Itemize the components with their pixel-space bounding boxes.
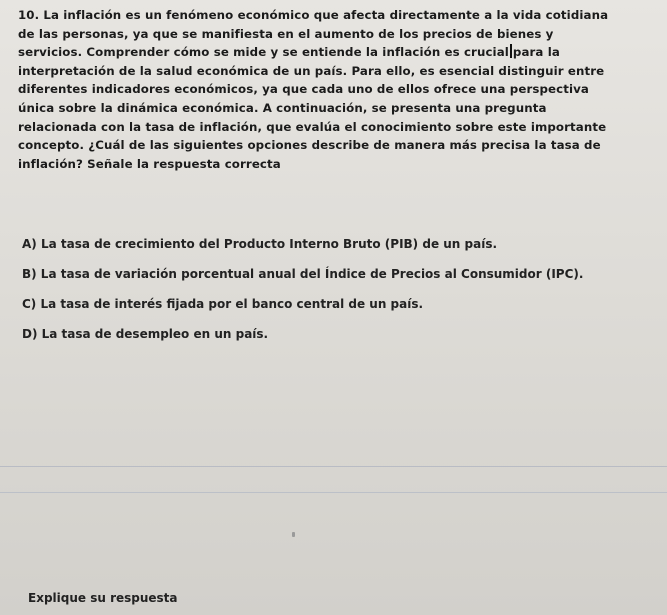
question-line: inflación? Señale la respuesta correcta [18,156,281,171]
pen-mark [292,532,295,537]
option-c[interactable]: C) La tasa de interés fijada por el banco central de un país. [22,297,424,311]
answer-rule [0,492,667,493]
question-line: única sobre la dinámica económica. A continuación, se presenta una pregunta [18,100,547,115]
question-line-segment: para la [512,45,560,60]
option-b[interactable]: B) La tasa de variación porcentual anual del Índice de Precios al Consumidor (IPC). [22,267,584,281]
question-line: 10. La inflación es un fenómeno económico que afecta directamente a la vida cotidiana [18,8,609,22]
question-line: concepto. ¿Cuál de las siguientes opciones describe de manera más precisa la tasa de [18,138,601,153]
text-cursor [510,44,512,58]
question-text [18,6,658,173]
answer-rule [0,466,667,467]
question-line: interpretación de la salud económica de un país. Para ello, es esencial distinguir entre [18,63,605,78]
explain-label: Explique su respuesta [28,591,178,605]
question-line-segment: servicios. Comprender cómo se mide y se entiende la inflación es crucial [18,45,509,60]
answer-options [22,236,652,356]
option-a[interactable]: A) La tasa de crecimiento del Producto Interno Bruto (PIB) de un país. [22,237,498,251]
question-line: relacionada con la tasa de inflación, que evalúa el conocimiento sobre este importante [18,119,607,134]
question-line: de las personas, ya que se manifiesta en el aumento de los precios de bienes y [18,26,554,41]
question-line [18,43,658,62]
question-line: diferentes indicadores económicos, ya que cada uno de ellos ofrece una perspectiva [18,82,589,97]
option-d[interactable]: D) La tasa de desempleo en un país. [22,327,269,341]
